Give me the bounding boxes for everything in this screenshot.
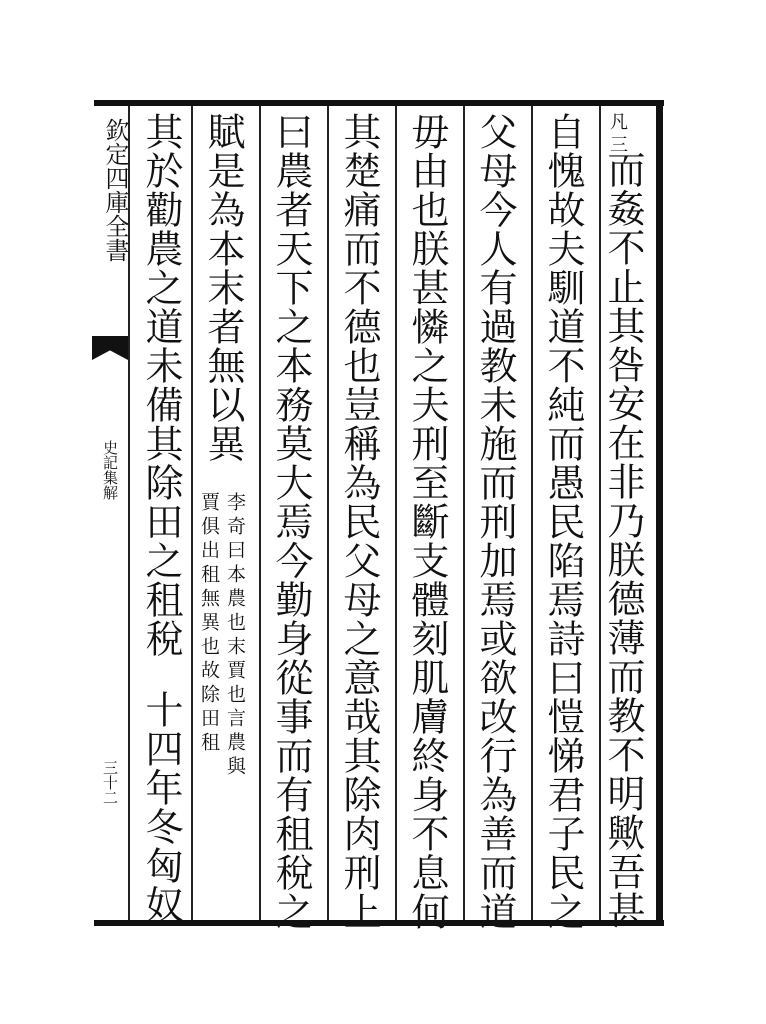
section-title: 史記集解 — [101, 440, 119, 500]
fishtail-mark — [92, 336, 128, 360]
top-border — [94, 100, 664, 106]
text-column: 而姦不止其咎安在非乃朕德薄而教不明歟吾甚 — [601, 150, 645, 930]
right-border — [656, 100, 663, 926]
text-column: 自愧故夫馴道不純而愚民陷焉詩曰愷悌君子民之 — [541, 112, 585, 931]
book-title: 欽定四庫全書 — [101, 118, 129, 262]
column-rule — [327, 106, 329, 920]
text-column-tail: 十四年冬匈奴 — [139, 690, 183, 924]
text-column: 曰農者天下之本務莫大焉今勤身從事而有租稅之 — [269, 112, 313, 931]
column-rule — [259, 106, 261, 920]
column-rule — [395, 106, 397, 920]
text-column: 其楚痛而不德也豈稱為民父母之意哉其除肉刑上 — [337, 112, 381, 931]
text-column: 賦是為本末者無以異 — [201, 112, 245, 463]
column-prefix: 凡三 — [607, 112, 628, 158]
page-number: 三十二 — [101, 760, 119, 805]
text-column: 毋由也朕甚憐之夫刑至斷支體刻肌膚終身不息何 — [405, 112, 449, 931]
column-rule — [531, 106, 533, 920]
commentary-line: 李奇曰本農也末賈也言農與 — [224, 492, 246, 780]
text-column: 其於勸農之道未備其除田之租稅 — [139, 112, 183, 658]
column-rule — [191, 106, 193, 920]
text-column: 父母今人有過教未施而刑加焉或欲改行為善而道 — [473, 112, 517, 931]
column-rule — [463, 106, 465, 920]
commentary-line: 賈俱出租無異也故除田租 — [198, 492, 220, 756]
